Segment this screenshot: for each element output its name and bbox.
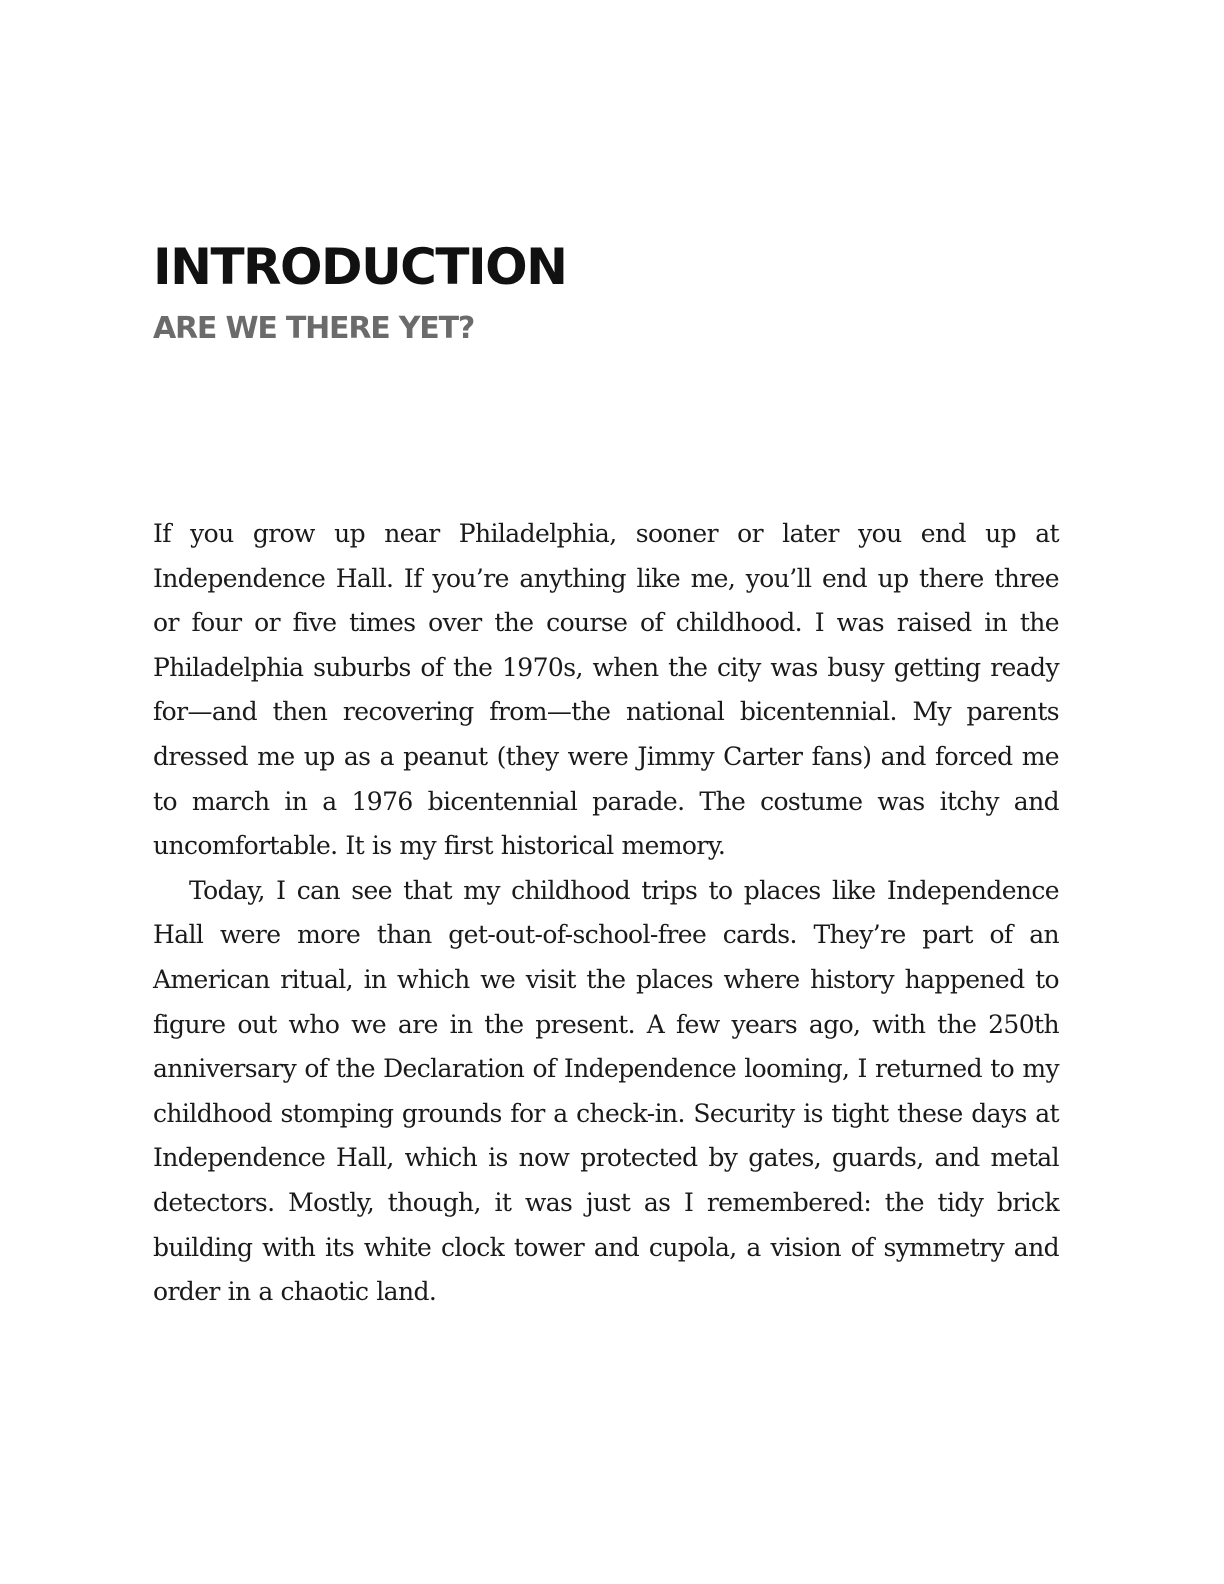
chapter-title: INTRODUCTION [153, 238, 567, 296]
chapter-subtitle: ARE WE THERE YET? [153, 311, 475, 346]
paragraph-2: Today, I can see that my childhood trips to places like Independence Hall were more than get-out-of-school-free cards. They’re part of an American ritual, in which we visit the places where history happened to figure out who we are in the present. A few years ago, with the 250th anniversary of the Declaration of Independence looming, I returned to my childhood stomping grounds for a check-in. Security is tight these days at Independence Hall, which is now protected by gates, guards, and metal detectors. Mostly, though, it was just as I remembered: the tidy brick building with its white clock tower and cupola, a vision of symmetry and order in a chaotic land. [153, 875, 1059, 1307]
body-text [153, 512, 1059, 1315]
paragraph-1: If you grow up near Philadelphia, sooner or later you end up at Independence Hall. If you’re anything like me, you’ll end up there three or four or five times over the course of childhood. I was raised in the Philadelphia suburbs of the 1970s, when the city was busy getting ready for—and then recovering from—the national bicentennial. My parents dressed me up as a peanut (they were Jimmy Carter fans) and forced me to march in a 1976 bicentennial parade. The costume was itchy and uncomfortable. It is my first historical memory. [153, 519, 1059, 861]
